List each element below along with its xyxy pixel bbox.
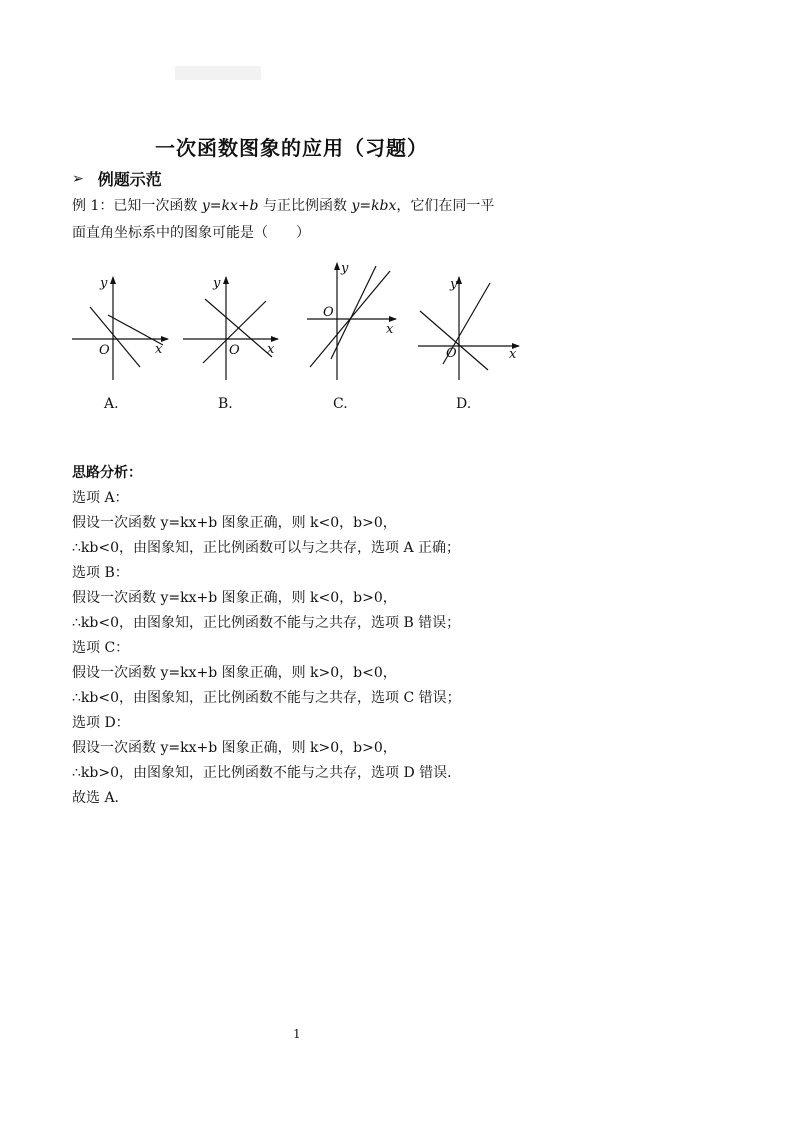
analysis-line: 假设一次函数 y=kx+b 图象正确，则 k>0，b<0， bbox=[72, 665, 397, 681]
analysis-line: ∴kb<0，由图象知，正比例函数不能与之共存，选项 C 错误； bbox=[72, 690, 461, 706]
analysis-line: 假设一次函数 y=kx+b 图象正确，则 k<0，b>0， bbox=[72, 590, 397, 606]
analysis-heading: 思路分析： bbox=[72, 465, 142, 481]
analysis-line: 假设一次函数 y=kx+b 图象正确，则 k<0，b>0， bbox=[72, 515, 397, 531]
arrow-bullet-icon: ➢ bbox=[72, 170, 84, 187]
analysis-line: 假设一次函数 y=kx+b 图象正确，则 k>0，b>0， bbox=[72, 740, 397, 756]
graph-a-origin-label: O bbox=[99, 343, 110, 358]
analysis-line: ∴kb>0，由图象知，正比例函数不能与之共存，选项 D 错误． bbox=[72, 765, 462, 781]
graph-a-x-label: x bbox=[155, 342, 163, 357]
graph-d-origin-label: O bbox=[446, 346, 457, 361]
graph-b-origin-label: O bbox=[229, 343, 240, 358]
option-label-c: C. bbox=[333, 396, 348, 412]
graph-d-y-label: y bbox=[450, 277, 458, 292]
graph-d-x-label: x bbox=[509, 347, 517, 362]
option-label-a: A. bbox=[104, 396, 119, 412]
equation-proportional: y=kbx bbox=[351, 198, 397, 214]
page-title: 一次函数图象的应用（习题） bbox=[155, 136, 428, 160]
graph-b-x-label: x bbox=[267, 342, 275, 357]
option-label-b: B. bbox=[218, 396, 233, 412]
graph-a bbox=[72, 277, 168, 380]
analysis-line: 选项 B： bbox=[72, 565, 129, 581]
graph-d bbox=[418, 277, 519, 380]
question-suffix: ，它们在同一平 bbox=[396, 198, 495, 214]
question-prefix: 例 1：已知一次函数 bbox=[72, 198, 202, 214]
graph-c bbox=[307, 263, 396, 380]
option-label-d: D. bbox=[456, 396, 472, 412]
graph-a-y-label: y bbox=[100, 276, 108, 291]
scan-smudge bbox=[175, 66, 261, 80]
analysis-line: 选项 A： bbox=[72, 490, 129, 506]
graph-c-origin-label: O bbox=[323, 305, 334, 320]
graph-b-y-label: y bbox=[213, 276, 221, 291]
graph-c-y-label: y bbox=[341, 261, 349, 276]
analysis-block bbox=[72, 461, 461, 811]
analysis-line: 选项 C： bbox=[72, 640, 130, 656]
analysis-line: 选项 D： bbox=[72, 715, 130, 731]
question-line2: 面直角坐标系中的图象可能是（ ） bbox=[72, 225, 310, 241]
graph-b bbox=[183, 277, 278, 380]
section-label: 例题示范 bbox=[97, 170, 162, 189]
analysis-line: ∴kb<0，由图象知，正比例函数不能与之共存，选项 B 错误； bbox=[72, 615, 461, 631]
section-heading bbox=[72, 167, 162, 190]
equation-linear: y=kx+b bbox=[201, 198, 259, 214]
page-number: 1 bbox=[293, 1027, 301, 1041]
question-text bbox=[72, 193, 532, 247]
analysis-line: ∴kb<0，由图象知，正比例函数可以与之共存，选项 A 正确； bbox=[72, 540, 460, 556]
graph-c-x-label: x bbox=[386, 322, 394, 337]
question-mid: 与正比例函数 bbox=[258, 198, 352, 214]
analysis-line: 故选 A． bbox=[72, 790, 129, 806]
